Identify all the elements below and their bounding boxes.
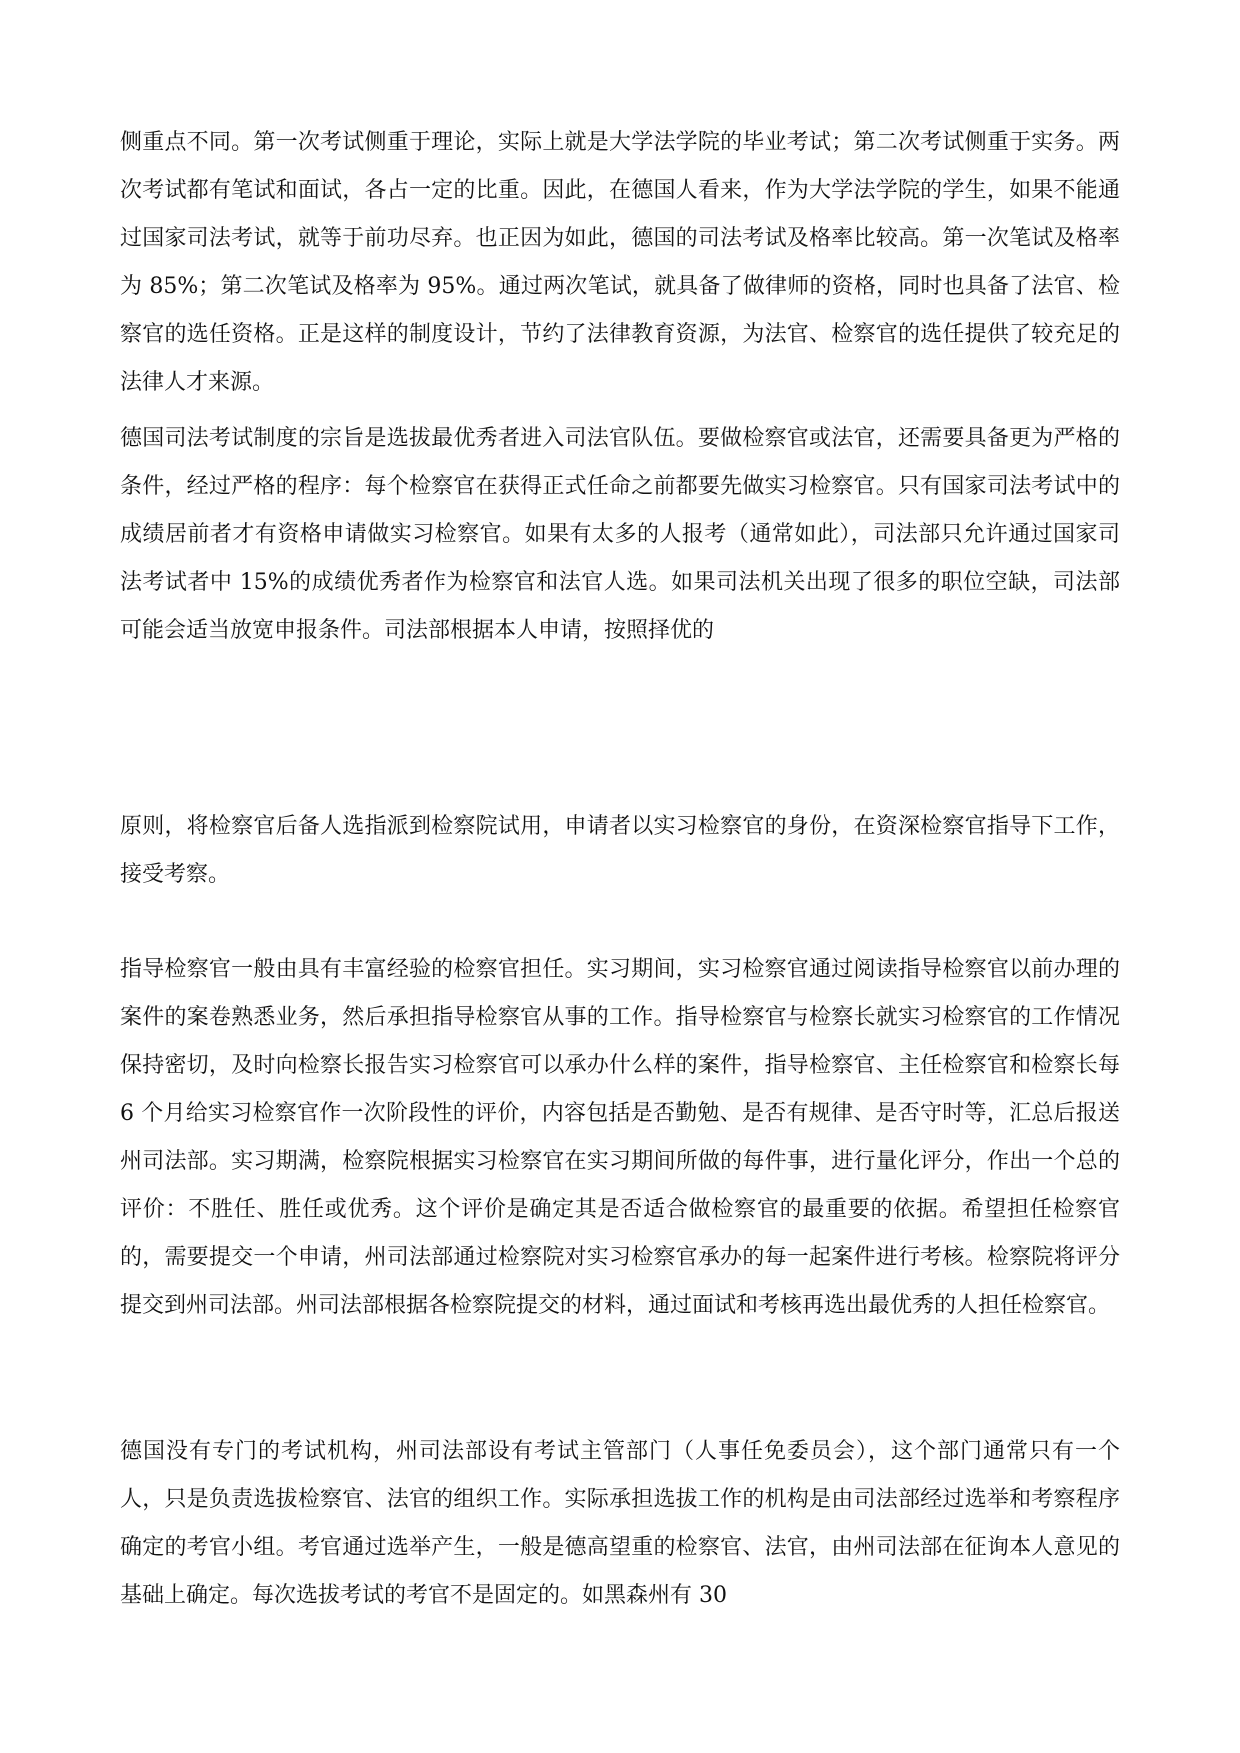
paragraph-trial-assignment: 原则，将检察官后备人选指派到检察院试用，申请者以实习检察官的身份，在资深检察官指导下工作，接受考察。 xyxy=(120,814,1120,887)
paragraph-supervising-prosecutor: 指导检察官一般由具有丰富经验的检察官担任。实习期间，实习检察官通过阅读指导检察官以前办理的案件的案卷熟悉业务，然后承担指导检察官从事的工作。指导检察官与检察长就实习检察官的工作情况保持密切，及时向检察长报告实习检察官可以承办什么样的案件，指导检察官、主任检察官和检察长每 6 个月给实习检察官作一次阶段性的评价，内容包括是否勤勉、是否有规律、是否守时等，汇总后报送州司法部。实习期满，检察院根据实习检察官在实习期间所做的每件事，进行量化评分，作出一个总的评价：不胜任、胜任或优秀。这个评价是确定其是否适合做检察官的最重要的依据。希望担任检察官的，需要提交一个申请，州司法部通过检察院对实习检察官承办的每一起案件进行考核。检察院将评分提交到州司法部。州司法部根据各检察院提交的材料，通过面试和考核再选出最优秀的人担任检察官。 xyxy=(120,957,1120,1318)
paragraph-exam-focus: 侧重点不同。第一次考试侧重于理论，实际上就是大学法学院的毕业考试；第二次考试侧重于实务。两次考试都有笔试和面试，各占一定的比重。因此，在德国人看来，作为大学法学院的学生，如果不能通过国家司法考试，就等于前功尽弃。也正因为如此，德国的司法考试及格率比较高。第一次笔试及格率为 85%；第二次笔试及格率为 95%。通过两次笔试，就具备了做律师的资格，同时也具备了法官、检察官的选任资格。正是这样的制度设计，节约了法律教育资源，为法官、检察官的选任提供了较充足的法律人才来源。 xyxy=(120,130,1120,395)
paragraph-exam-purpose: 德国司法考试制度的宗旨是选拔最优秀者进入司法官队伍。要做检察官或法官，还需要具备更为严格的条件，经过严格的程序：每个检察官在获得正式任命之前都要先做实习检察官。只有国家司法考试中的成绩居前者才有资格申请做实习检察官。如果有太多的人报考（通常如此），司法部只允许通过国家司法考试者中 15%的成绩优秀者作为检察官和法官人选。如果司法机关出现了很多的职位空缺，司法部可能会适当放宽申报条件。司法部根据本人申请，按照择优的 xyxy=(120,426,1120,643)
paragraph-exam-institution: 德国没有专门的考试机构，州司法部设有考试主管部门（人事任免委员会），这个部门通常只有一个人，只是负责选拔检察官、法官的组织工作。实际承担选拔工作的机构是由司法部经过选举和考察程序确定的考官小组。考官通过选举产生，一般是德高望重的检察官、法官，由州司法部在征询本人意见的基础上确定。每次选拔考试的考官不是固定的。如黑森州有 30 xyxy=(120,1439,1120,1608)
